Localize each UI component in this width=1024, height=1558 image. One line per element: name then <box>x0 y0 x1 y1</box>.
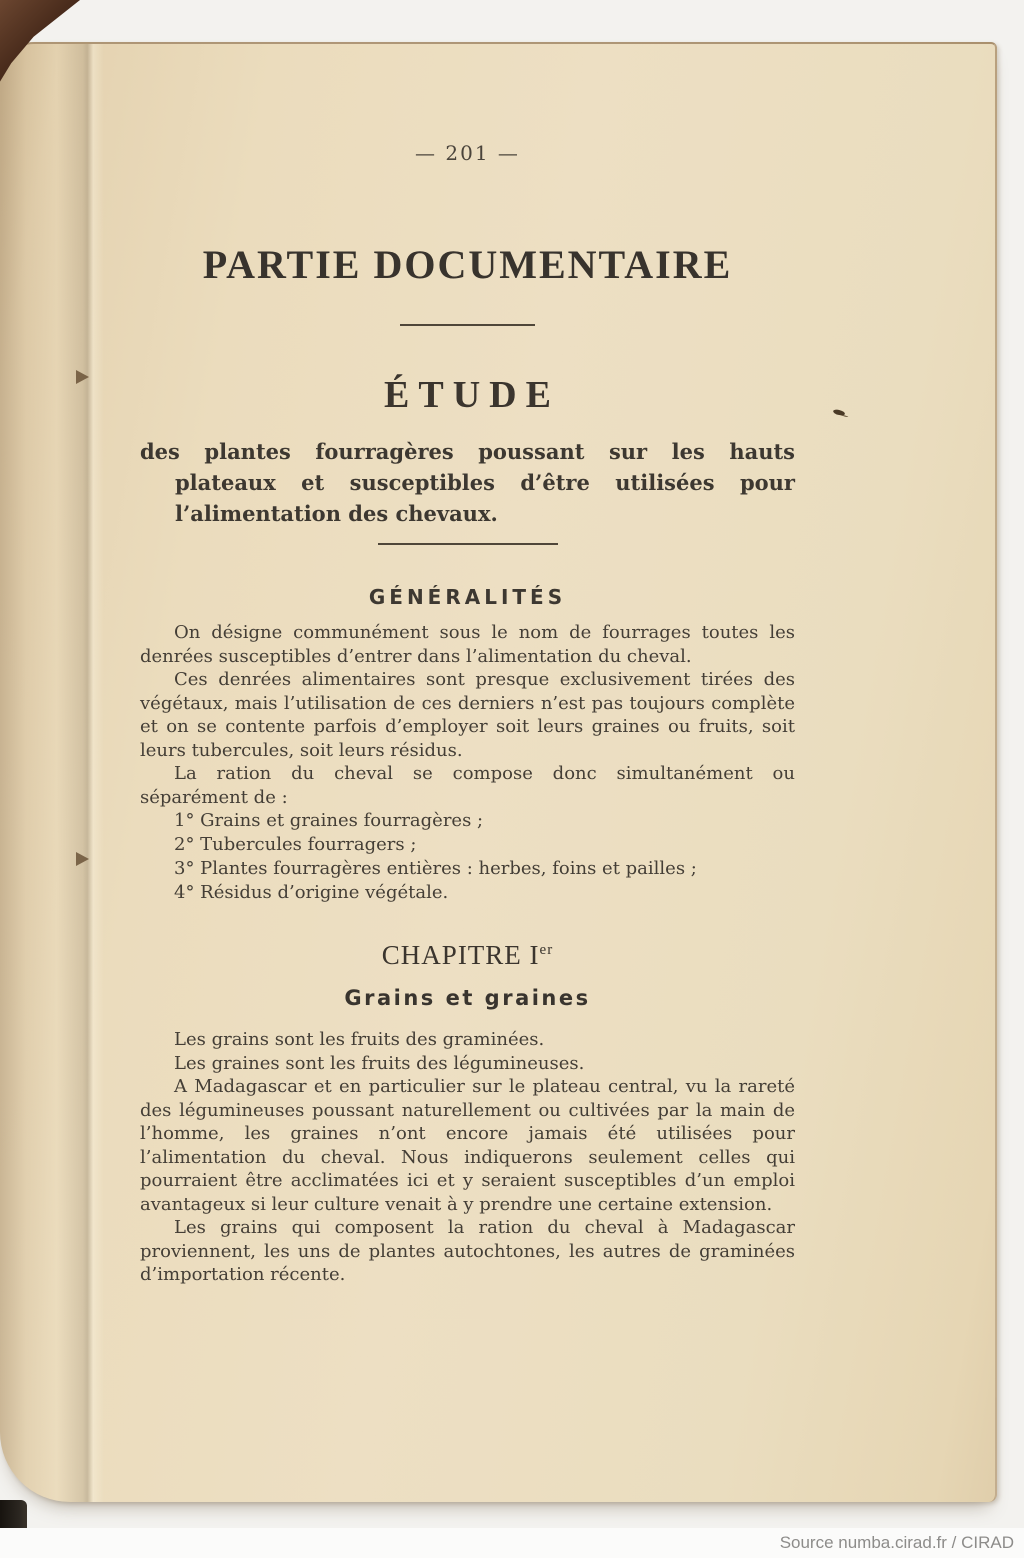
list-item: 4° Résidus d’origine végétale. <box>174 882 449 903</box>
divider-rule <box>378 543 558 545</box>
paragraph: La ration du cheval se compose donc simultanément ou séparément de : <box>140 763 795 808</box>
book-page <box>0 42 997 1502</box>
list-item: 1° Grains et graines fourragères ; <box>174 810 484 831</box>
binding-stitch-notch <box>76 370 89 384</box>
ration-components-list <box>174 809 795 905</box>
study-title: ÉTUDE <box>384 374 560 416</box>
paragraph: Ces denrées alimentaires sont presque exclusivement tirées des végétaux, mais l’utilisation de ces derniers n’est pas toujours complète et on se contente parfois d’employer soit leurs graines ou fruits, soit leurs tubercules, soit leurs résidus. <box>140 669 795 761</box>
chapter-heading-text: CHAPITRE I <box>381 940 540 970</box>
chapter-heading-ordinal: er <box>539 942 554 958</box>
divider-rule <box>400 324 535 326</box>
source-credit-strip <box>0 1528 1024 1558</box>
generalites-heading: GÉNÉRALITÉS <box>368 585 567 609</box>
paragraph: Les grains sont les fruits des graminées. <box>174 1029 545 1050</box>
paragraph: A Madagascar et en particulier sur le plateau central, vu la rareté des légumineuses poussant naturellement ou cultivées par la main de l’homme, les graines n’ont encore jamais été utilisées pour l’alimentation du cheval. Nous indiquerons seulement celles qui pourraient être acclimatées ici et y seraient susceptibles d’un emploi avantageux si leur culture venait à y prendre une certaine extension. <box>140 1076 795 1215</box>
chapter-heading <box>140 933 795 972</box>
binding-crease-shadow <box>0 44 118 1502</box>
part-title: PARTIE DOCUMENTAIRE <box>202 242 733 287</box>
list-item: 2° Tubercules fourragers ; <box>174 834 417 855</box>
study-subtitle: des plantes fourragères poussant sur les hauts plateaux et susceptibles d’être utilisées pour l’alimentation des chevaux. <box>140 439 795 526</box>
page-number: — 201 — <box>415 141 520 165</box>
paragraph: Les grains qui composent la ration du cheval à Madagascar proviennent, les uns de plantes autochtones, les autres de graminées d’importation récente. <box>140 1217 795 1285</box>
binding-stitch-notch <box>76 852 89 866</box>
paragraph: Les graines sont les fruits des légumineuses. <box>174 1052 585 1074</box>
paragraph: On désigne communément sous le nom de fourrages toutes les denrées susceptibles d’entrer dans l’alimentation du cheval. <box>140 622 795 667</box>
source-credit-label: Source numba.cirad.fr / CIRAD <box>779 1533 1014 1552</box>
list-item: 3° Plantes fourragères entières : herbes, foins et pailles ; <box>174 858 697 879</box>
ink-speck-blemish <box>833 409 846 417</box>
chapter-subtitle: Grains et graines <box>344 986 591 1010</box>
page-content <box>140 44 795 1287</box>
